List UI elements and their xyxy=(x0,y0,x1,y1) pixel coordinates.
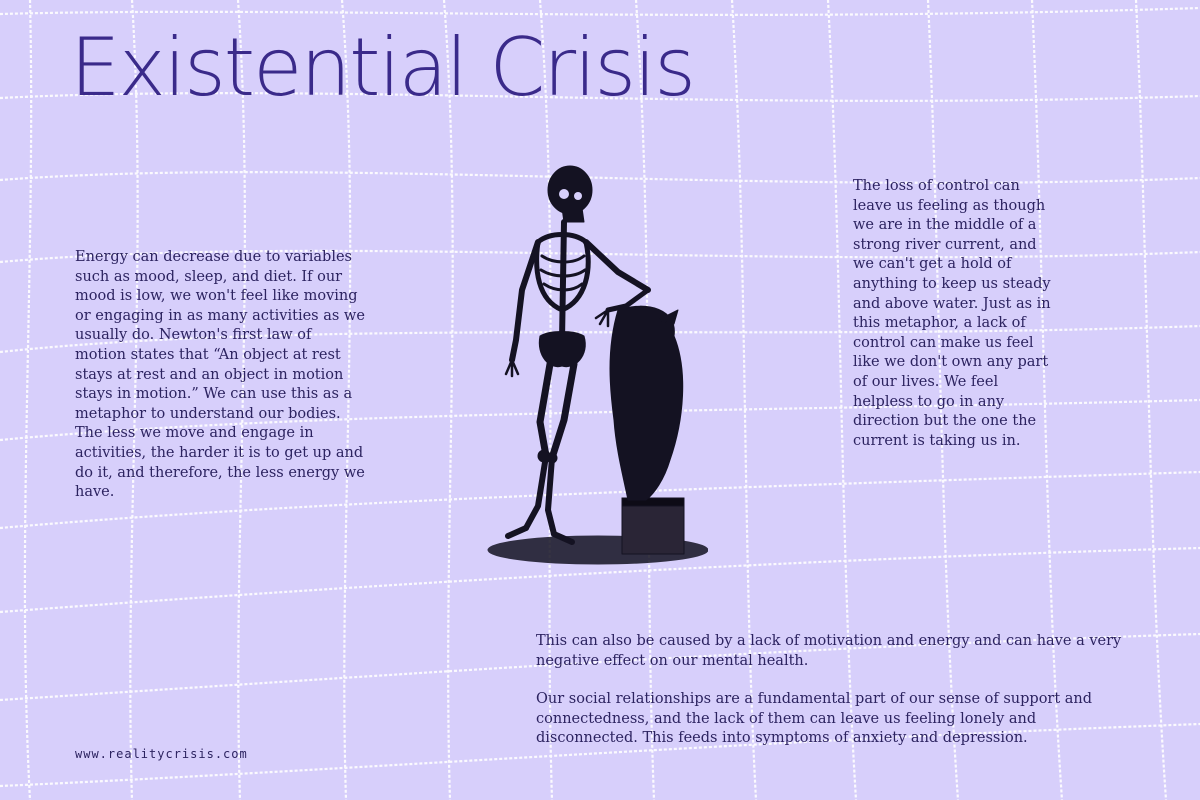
skeleton-illustration-icon xyxy=(478,160,708,580)
right-paragraph: The loss of control can leave us feeling as though we are in the middle of a strong river current, and we can't get a hold of anything to keep us steady and above water. Just as in this metaphor, a lack of control can make us feel like we don't own any part of our lives. We feel helpless to go in any direction but the one the current is taking us in. xyxy=(853,178,1051,449)
bottom-paragraph-2: Our social relationships are a fundamental part of our sense of support and connectedness, and the lack of them can leave us feeling lonely and disconnected. This feeds into symptoms of anxiety and depression. xyxy=(536,691,1093,747)
left-paragraph: Energy can decrease due to variables such as mood, sleep, and diet. If our mood is low, we won't feel like moving or engaging in as many activities as we usually do. Newton's first law of motion states that “An object at rest stays at rest and an object in motion stays in motion.” We can use this as a metaphor to understand our bodies. The less we move and engage in activities, the harder it is to get up and do it, and therefore, the less energy we have. xyxy=(75,249,365,501)
bottom-paragraph-1: This can also be caused by a lack of motivation and energy and can have a very negative effect on our mental health. xyxy=(536,633,1122,669)
page-title: Existential Crisis xyxy=(70,21,694,114)
bottom-text-block xyxy=(536,632,1126,768)
footer-website-url: www.realitycrisis.com xyxy=(75,747,248,761)
